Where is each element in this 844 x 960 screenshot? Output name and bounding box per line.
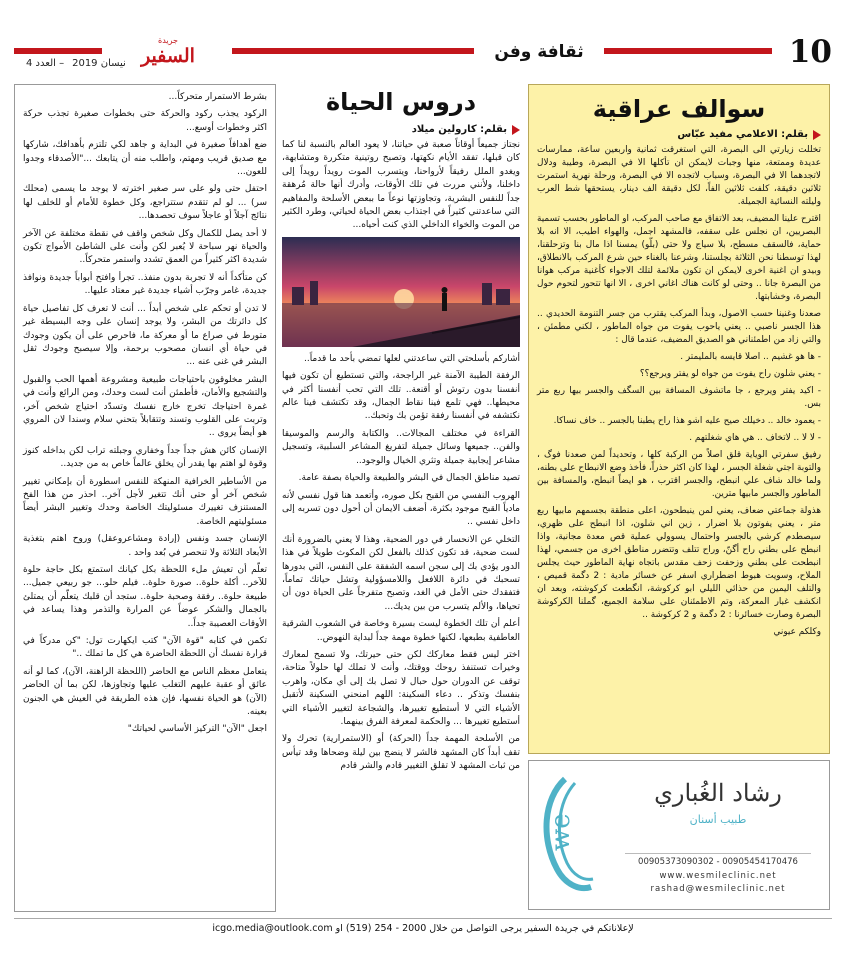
article-paragraph: لا أحد يصل للكمال وكل شخص واقف في نقطة مختلفة عن الآخر والحياة نهر سباحة لا يُعبر لكن وأنت على الشاطئ الأمواج تكون شديدة اكثر كثيراً من العمق تشدد واستمر متحركاً.. (23, 228, 267, 266)
ad-doctor-title: طبيب أسنان (689, 813, 747, 826)
article-paragraph: القراءة في مختلف المجالات.. والكتابة والرسم والموسيقا والفن.. جميعها وسائل جميلة لتفريغ المشاعر السلبية، وتسجيل مشاعر إيجابية جميلة وتثري الخيال والوجود.. (282, 428, 520, 466)
article-paragraph: من الأساطير الخرافية المنهكة للنفس اسطورة أن بإمكاني تغيير شخص آخر أو حتى أنك تتغير لأجل آخر.. احذر من هذا الفخ المستنزف تغييرك مسئوليتك الخاصة وحدك وتغيير البشر أيضاً مسئوليتهم الخاصة. (23, 476, 267, 527)
issue-number: – العدد 4 (26, 58, 65, 69)
article-paragraph: أعلم أن تلك الخطوة ليست بسيرة وخاصة في الشعوب الشرقية العاطفية بطبعها، لكنها خطوة مهمة جداً لبداية النهوض.. (282, 619, 520, 643)
article-paragraph: الإنسان كائن هش جداً جداً وخفاري وجبلته تراب لكن بداخله كنوز وقوة لو اهتم بها يقدر أن يخلق عالماً خاص به من جديد.. (23, 445, 267, 470)
right-article-body (537, 144, 821, 639)
article-paragraph: - اكيد يفتر ويرجع ، جا ماتشوف المسافة بين السگف والجسر بيها ربع متر بس. (537, 386, 821, 409)
byline-arrow-icon (512, 125, 520, 135)
article-paragraph: البشر مخلوقون باحتياجات طبيعية ومشروعة أهمها الحب والقبول والتشجيع والأمان، فأطمئن أنت لست وحدك، ومن الرائع وأنت في غمرة احتياجك تخرج خارج نفسك وتسدّد احتياج شخص آخر، وتربت على القلوب وتسند وتتقابلاً بتحني سلام وسندا لان المروي هو أيضاً يروى .. (23, 374, 267, 439)
article-paragraph: وكلكم عيوني (773, 627, 821, 637)
article-paragraph: ضع أهدافاً صغيرة في البداية و جاهد لكي تلتزم بأهدافك، شاركها مع صديق قريب ومهتم، واطلب منه أن يتابعك ..."الأصدقاء وجدوا للعون... (23, 140, 267, 178)
logo-small-text: جريدة (158, 36, 178, 45)
article-paragraph: رفيق سفرتي الوياية قلق اصلاً من الركبة كلها ، وتحديداً لمن صعدنا فوگ ، والتوبة اجتي شغلة الجسر ، لهذا كان اكثر حذراً، فأخذ وضع الانبطاح على بطنه، ولما خالد شاف علي انبطح، والجسر اقترب ، هو ايضاً انبطح، والمسافة بين الماطور والجسر مابيها مترين. (537, 450, 821, 499)
middle-article-byline (282, 124, 520, 135)
middle-article (282, 84, 520, 912)
ad-logo-text: we (546, 813, 576, 851)
dentist-ad[interactable] (528, 760, 830, 910)
middle-article-body-bottom (282, 353, 520, 774)
right-article-box (528, 84, 830, 754)
article-paragraph: - يعني شلون راح يفوت من جواه لو يفتر ويرجع؟؟ (639, 369, 821, 379)
ad-phones: 00905373090302 - 00905454170476 (638, 857, 798, 867)
issue-date: نيسان 2019 (72, 58, 126, 69)
section-title: ثقافة وفن (494, 42, 584, 62)
article-paragraph: من الأسلحة المهمة جداً (الحركة) أو (الاستمرارية) تحرك ولا تقف أبداً كان المشهد فالشر لا ينضج بين ليلة وضحاها وقد تيأس من ثبات المشهد لا تقلق التغيير قادم والشر قادم (282, 734, 520, 772)
ad-email[interactable]: rashad@wesmileclinic.net (650, 884, 786, 894)
article-paragraph: احتفل حتى ولو على سر صغير اخترته لا يوجد ما يسمى (محلك سر) ... لو لم تتقدم ستتراجع، وكل خطوة للأمام أو للخلف لها نتائج آجلاً أو عاجلاً سوف تحصدها... (23, 184, 267, 222)
article-paragraph: تكمن في كتابه "قوة الآن" كتب ايكهارت تول: "كن مدركاً في قرارة نفسك أن اللحظة الحاضرة هي كل ما تملك .." (23, 636, 267, 660)
right-article-byline (537, 129, 821, 140)
article-paragraph: تصيد مناطق الجمال في البشر والطبيعة والحياة بصفة عامة. (298, 473, 520, 484)
article-paragraph: تعلّم أن تعيش ملء اللحظة بكل كيانك استمتع بكل حاجة حلوة للآخر.. أكلة حلوة.. صورة حلوة.. فيلم حلو... جو ربيعي جميل... طبيعة حلوة.. رفقة وصحبة حلوة.. ستجد أن قلبك يتعلّم أن يمتلئ بالجمال والشكر عوضاً عن المرارة والتذمر وهذا يساعد في الأوقات العصيبة جداً.. (23, 565, 267, 629)
middle-article-title: دروس الحياة (325, 88, 477, 116)
article-paragraph: يتعامل معظم الناس مع الحاضر (اللحظة الراهنة، الآن)، كما لو أنه عائق أو عقبة عليهم التغلب عليها وتجاوزها، لكن بما أن الحاضر (الآن) هو الحياة نفسها، فإن هذه الطريقة في العيش هي الجنون بعينه. (23, 666, 267, 718)
header-rule-left (14, 48, 102, 54)
article-paragraph: كن متأكداً أنه لا تجربة بدون منفذ.. تجرأ وافتح أبواباً جديدة ونوافذ جديدة، غامر وجرّب أشياء جديدة غير معتاد عليها.. (23, 272, 267, 297)
article-paragraph: أشاركم بأسلحتي التي ساعدتني لعلها تمضي بأحد ما قدماً.. (303, 353, 520, 364)
article-paragraph: صعدنا وغنينا حسب الاصول، وبدأ المركب يقترب من جسر التنومة الحديدي .. هذا الجسر ناصبي .. يعني ياحوب يفوت من جواه الماطور ، لكني مطمئن ، والتي زاد من اطمئناني هو الصديق المضيف، عندما قال : (537, 309, 821, 345)
article-paragraph: الهروب النفسي من القبح بكل صوره، وأتعمد هنا قول نفسي لأنه مادياً القبح موجود بكثرة، أضعف الايمان أن أحول دون تسربه إلى داخل نفسي .. (282, 490, 520, 528)
byline-text: بقلم: كارولين ميلاد (411, 124, 507, 135)
article-paragraph: هذولة جماعتي ضعاف، يعني لمن ينبطحون، اعلى منطقة بجسمهم مابيها ربع متر ، يعني يفوتون بلا اضرار ، زين اني شلون، اذا انبطح على ظهري، سيصطدم كرشي بالجسر واحتمال يسوولي عملية قص معدة مجانية، واذا انبطح على بطني راح أگنّ، وراح تتلف وتتضرر مناطق اخرى من جسمي، لهذا انبطحت على بطني وزحفت زحف مقدس باتجاه نهاية الماطور حيث يجلس الملاح، وسويت هبوط اضطراري اسفر عن خسائر مادية : 2 دگمة قميص ، والتلف اليمين من حذائي الليلي ابو كركوشة، انگطعت كركوشته، وبعد ان انكشف غبار المعركة، وتم الاطمئنان على سلامة الجميع، گملنا الكركوشة البصرة وصارت خسائرنا : 2 دگمة و 2 كركوشة .. (537, 506, 821, 620)
header-rule-right (604, 48, 772, 54)
article-paragraph: - لا لا .. لاتخاف .. هي هاي شغلتهم . (689, 433, 821, 443)
ad-divider (625, 853, 811, 854)
article-paragraph: اقترح علينا المضيف، بعد الاتفاق مع صاحب المركب، او الماطور بحسب تسمية البصريين، ان نجلس على سقفه، فالمشهد اجمل، والهواء اطيب، الا انه بلا حماية، فالسقف مسطح، بلا سياج ولا حتى (بلّو) يمسنا اذا مال بنا وتزحلقنا، لهذا توسطنا نحن الثلاثة بجلستنا، وشرعنا بالغناء حين شرع المركب بالانطلاق، وبيدو ان اغنية اخرى لايمكن ان تكون ملائمة لتلك الاجواء كأغنية مركب هوانا من البصرة جانا .. وحتى لو كانت هناك اغاني اخرى ، الا انها تتحور لتحوم حول البصرة، وخشابتها. (537, 214, 821, 302)
article-paragraph: الرفقة الطيبة الآمنة غير الراجحة، والتي تستطيع أن تكون فيها أنفسنا بدون رتوش أو أقنعة.. تلك التي تحب أنفسنا أكثر في محيطها.. فهي تلمع فينا نقاط الجمال، وقد تكتشف فينا عالم نكتشفه في أنفسنا رفقة تؤمن بك وتحبك.. (282, 371, 520, 422)
sunset-photo (282, 237, 520, 347)
left-article-column (14, 84, 276, 912)
logo-main-text: السفير (141, 45, 195, 67)
page-header (14, 32, 832, 76)
article-paragraph: - ها هو غشيم .. اصلا قايسه بالمليمتر . (680, 352, 821, 362)
left-article-body (23, 91, 267, 737)
header-rule-middle (232, 48, 474, 54)
page-footer: لإعلاناتكم في جريدة السفير يرجى التواصل من خلال 2000 - 254 (519) او icgo.media@outlook.com (14, 918, 832, 938)
byline-arrow-icon (813, 130, 821, 140)
article-paragraph: اختر ليس فقط معاركك لكن حتى حيرتك، ولا تسمح لمعارك وخيرات تستنفذ روحك ووقتك، وأنت لا تملك لها حلولاً متاحة، توقف عن الدوران حول حبال لا تصل بك إلى أي مكان، واهرب بنفسك وتذكر .. دعاء السكينة: اللهم امنحني السكينة لأتقبل الأشياء التي لا أستطيع تغييرها، والشجاعة لتغيير الأشياء التي أستطيع تغييرها ... والحكمة لمعرفة الفرق بينهما. (282, 649, 520, 727)
middle-article-body-top (282, 139, 520, 233)
right-article-title: سوالف عراقية (592, 95, 766, 123)
article-paragraph: بشرط الاستمرار متحركاً... (168, 92, 267, 102)
article-paragraph: لا تدن أو تحكم على شخص أبداً ... أنت لا تعرف كل تفاصيل حياة كل دائرتك من البشر، ولا يوجد إنسان على وجه البسيطة غير متورط في صراع ما أو معركة ما، فاحرص على أن يكون وجودك في حياة أي انسان مصحوب برحمة، وإلا سيصبح وجودك ثقل البشر في غنى عنه ... (23, 303, 267, 368)
page-number: 10 (788, 34, 832, 70)
article-paragraph: تخللت زيارتي الى البصرة، التي استغرقت ثمانية واربعين ساعة، ممارسات عديدة وممتعة، منها وجبات لايمكن ان تأكلها الا في البصرة، وطيبة ودلال لاتجدهما الا في البصرة، وسباب لاتجده الا في البصرة، ورحلة نهرية استمرت ثلاثين دقيقة، كلفت ثلاثين الفاً، لكل دقيقة الف دينار، يستحقها شط العرب وليلته النسائية الجميلة. (537, 145, 821, 207)
byline-text: بقلم: الاعلامي مفيد عبّاس (677, 129, 808, 140)
article-paragraph: اجعل "الآن" التركيز الأساسي لحياتك" (127, 724, 267, 735)
article-paragraph: نجتاز جميعاً أوقاتاً صعبة في حياتنا، لا يعود العالم بالنسبة لنا كما كان قبلها، تفقد الأيام نكهتها، وتصبح روتينية متكررة ومتشابهة، ويغدو الملل رفيقاً لأرواحنا، ويتسرب الموت رويداً رويداً إلى داخلنا، ولأنني مررت في تلك الأوقات، وأدرك أنها حالة مُرهقة جداً للنفس البشرية، وتجاوزتها نوعاً ما ببعض الأسلحة والمفاهيم التي ساعدتني كثيراً في اجتذاب بعض الحياة لحياتي، وطرد الكثير من الموت والخواء الداخلي الذي كنت أحياه... (282, 140, 520, 231)
ad-website[interactable]: www.wesmileclinic.net (659, 871, 777, 881)
we-smile-logo-icon (535, 769, 605, 901)
article-paragraph: التخلي عن الانحسار في دور الضحية، وهذا لا يعني بالضرورة أنك لست ضحية، قد تكون كذلك بالفعل لكن المكوث طويلاً في هذا الدور يؤدي بك إلى سجن اسمه الشفقة على النفس، التي بدورها تسحبك في دائرة اللافعل واللامسؤولية وتشل حياتك تماماً، فتفقدك حتى الأمل في الغد، وتصبح متفرجاً على الحياة دون أن تحياها، والألم يتسرب من بين يديك... (282, 534, 520, 612)
ad-doctor-name: رشاد الغُباري (654, 779, 782, 807)
issue-info (18, 58, 218, 69)
article-paragraph: الإنسان جسد ونفس (إرادة ومشاعروعقل) وروح اهتم بتغذية الأبعاد الثلاثة ولا تنحصر في بُعد واحد . (23, 534, 267, 558)
article-paragraph: الركود يجذب ركود والحركة حتى بخطوات صغيرة تجذب حركة اكثر وخطوات أوسع... (23, 109, 267, 133)
article-paragraph: - يعمود خالد .. دخيلك صيح عليه اشو هذا راح يطبنا بالجسر .. خاف نساكا. (553, 416, 821, 426)
